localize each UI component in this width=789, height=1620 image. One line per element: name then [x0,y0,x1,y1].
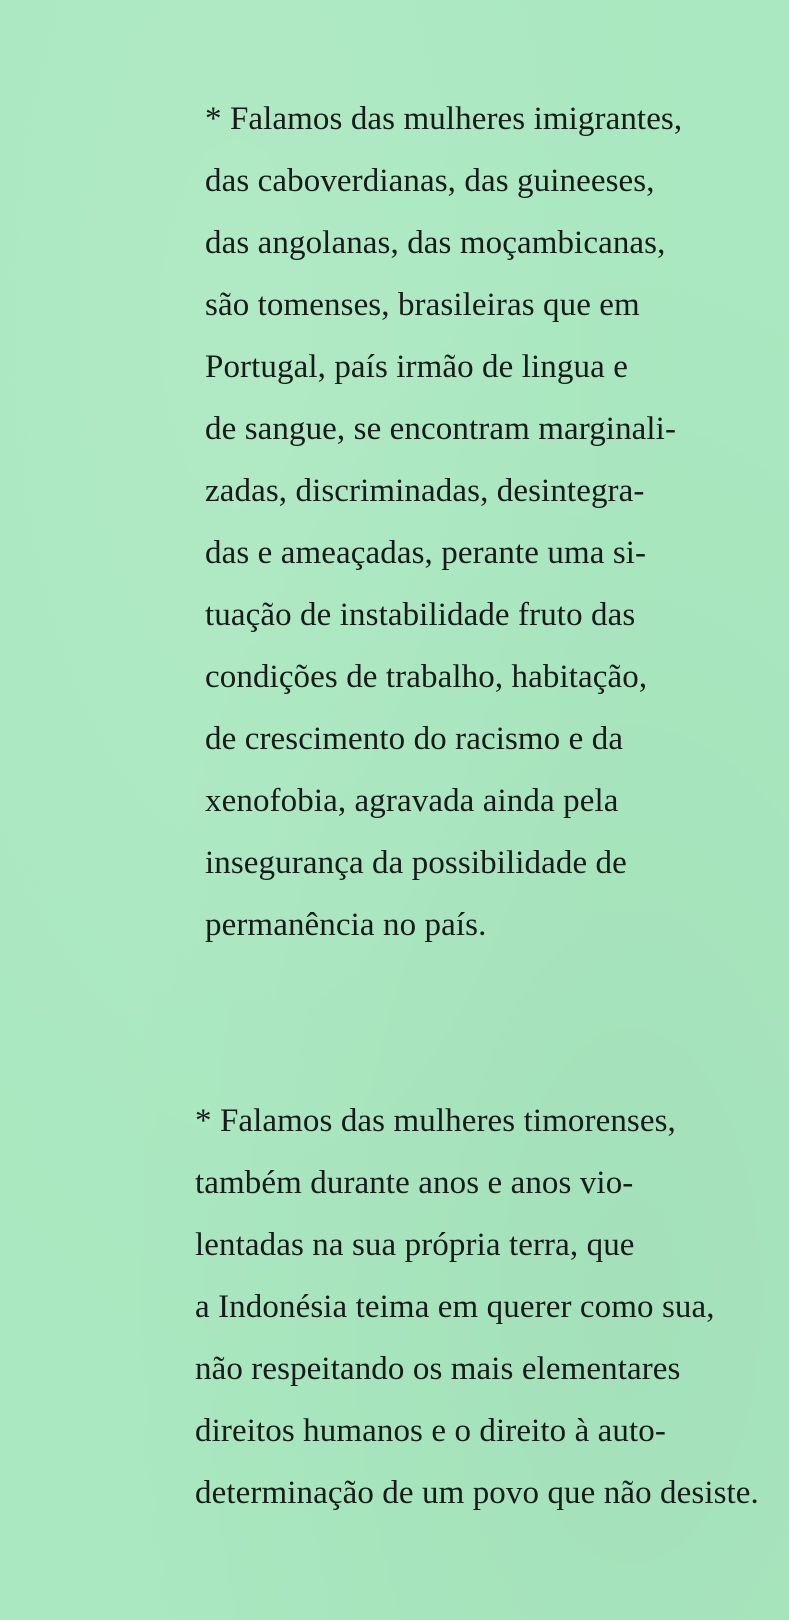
text-line: lentadas na sua própria terra, que [195,1227,635,1263]
text-line: Portugal, país irmão de lingua e [205,349,628,385]
text-line: de sangue, se encontram marginali- [205,411,677,447]
text-line: * Falamos das mulheres timorenses, [195,1103,676,1139]
text-line: direitos humanos e o direito à auto- [195,1413,666,1449]
text-line: condições de trabalho, habitação, [205,659,648,695]
text-line: das caboverdianas, das guineeses, [205,163,655,199]
text-line: a Indonésia teima em querer como sua, [195,1289,715,1325]
text-line: xenofobia, agravada ainda pela [205,783,619,819]
text-line: determinação de um povo que não desiste. [195,1475,759,1511]
paragraph-immigrant-women [205,88,682,956]
text-line: também durante anos e anos vio- [195,1165,634,1201]
text-line: tuação de instabilidade fruto das [205,597,636,633]
text-line: de crescimento do racismo e da [205,721,624,757]
text-line: são tomenses, brasileiras que em [205,287,640,323]
paragraph-timorese-women [195,1090,759,1524]
text-line: permanência no país. [205,907,487,943]
text-line: não respeitando os mais elementares [195,1351,681,1387]
text-line: insegurança da possibilidade de [205,845,627,881]
text-line: das angolanas, das moçambicanas, [205,225,666,261]
text-line: das e ameaçadas, perante uma si- [205,535,647,571]
text-line: zadas, discriminadas, desintegra- [205,473,645,509]
text-line: * Falamos das mulheres imigrantes, [205,101,683,137]
